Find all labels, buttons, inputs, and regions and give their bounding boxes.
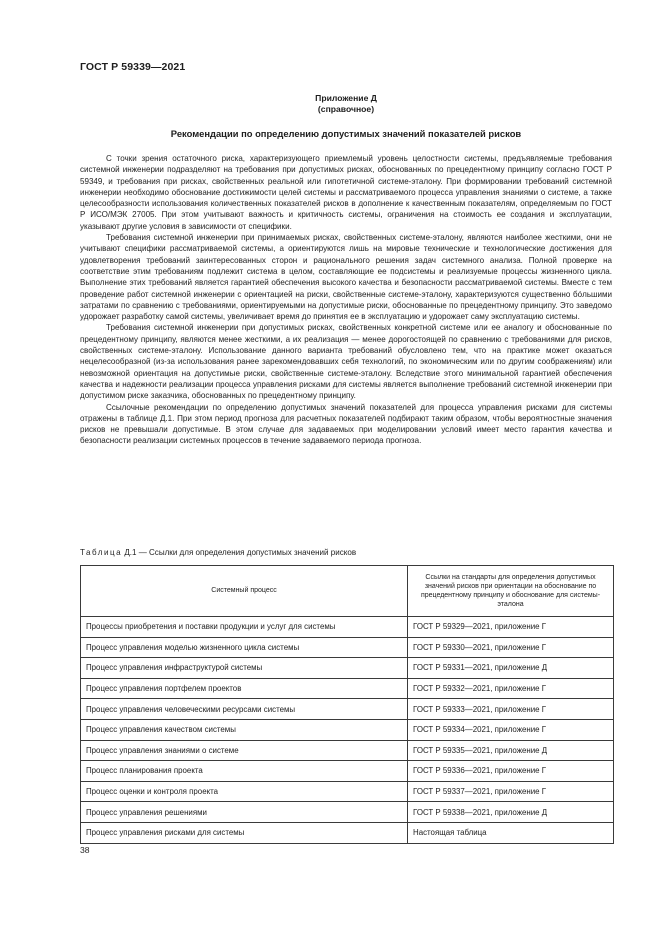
references-table: [80, 565, 614, 844]
process-cell: Процесс управления качеством системы: [81, 719, 408, 740]
table-row: [81, 781, 614, 802]
header-standard-references: Ссылки на стандарты для определения допустимых значений рисков при ориентации на обоснование по прецедентному принципу и обоснование для системы-эталона: [408, 566, 614, 617]
table-row: [81, 761, 614, 782]
process-cell: Процесс планирования проекта: [81, 761, 408, 782]
process-cell: Процесс управления рисками для системы: [81, 822, 408, 843]
reference-cell: ГОСТ Р 59334—2021, приложение Г: [408, 719, 614, 740]
process-cell: Процесс управления моделью жизненного цикла системы: [81, 637, 408, 658]
annex-title: Рекомендации по определению допустимых значений показателей рисков: [170, 128, 522, 139]
annex-heading: [80, 93, 612, 115]
paragraph: С точки зрения остаточного риска, характеризующего приемлемый уровень целостности системы, предъявляемые требования системной инженерии подразделяют на требования при допустимых рисках, обоснованных по прецедентному принципу согласно ГОСТ Р 59349, и требования при рисках, свойственных реальной или гипотетичной системе-эталону. При формировании требований системной инженерии необходимо обоснование достижимости целей системы и рассматриваемого процесса управления знаниями о системе, а также целесообразности использования количественных показателей рисков в дополнение к качественным показателям, определяемым по ГОСТ Р ИСО/МЭК 27005. При этом учитывают важность и критичность системы, ограничения на стоимость ее создания и эксплуатации, указывают другие условия в зависимости от специфики.: [80, 154, 612, 231]
reference-cell: ГОСТ Р 59335—2021, приложение Д: [408, 740, 614, 761]
header-system-process: Системный процесс: [81, 566, 408, 617]
table-caption-prefix: Таблица: [80, 548, 123, 557]
reference-cell: ГОСТ Р 59338—2021, приложение Д: [408, 802, 614, 823]
table-caption: [80, 548, 356, 557]
body-text: [80, 153, 612, 447]
table-row: [81, 658, 614, 679]
reference-cell: ГОСТ Р 59333—2021, приложение Г: [408, 699, 614, 720]
paragraph: Требования системной инженерии при принимаемых рисках, свойственных системе-эталону, являются наиболее жесткими, они не учитывают специфики рассматриваемой системы, а ориентируются лишь на мировые технические и технологические достижения для удовлетворения требований заинтересованных сторон и рационального решения задач системного анализа. Полной проверке на соответствие этим требованиям подлежит система в целом, составляющие ее подсистемы и реализуемые процессы жизненного цикла. Выполнение этих требований является гарантией обеспечения высокого качества и безопасности рассматриваемой системы. Вместе с тем проведение работ системной инженерии с ориентацией на риски, свойственные системе-эталону, характеризуются существенно бóльшими затратами по сравнению с требованиями, ориентируемыми на допустимые риски, обоснованные по прецедентному принципу. Это заведомо удорожает разработку самой системы, увеличивает время до принятия ее в эксплуатацию и удорожает саму эксплуатацию системы.: [80, 233, 612, 322]
process-cell: Процесс управления решениями: [81, 802, 408, 823]
process-cell: Процессы приобретения и поставки продукции и услуг для системы: [81, 617, 408, 638]
reference-cell: ГОСТ Р 59329—2021, приложение Г: [408, 617, 614, 638]
page-number: 38: [80, 845, 90, 855]
table-row: [81, 637, 614, 658]
table-caption-text: Д.1 — Ссылки для определения допустимых значений рисков: [124, 548, 357, 557]
reference-cell: ГОСТ Р 59330—2021, приложение Г: [408, 637, 614, 658]
process-cell: Процесс оценки и контроля проекта: [81, 781, 408, 802]
paragraph: Требования системной инженерии при допустимых рисках, свойственных конкретной системе или ее аналогу и обоснованные по прецедентному принципу, являются менее жесткими, а их реализация — менее дорогостоящей по сравнению с требованиями для рисков, свойственных системе-эталону. Использование данного варианта требований обусловлено тем, что на практике может оказаться нецелесообразной (из-за использования ранее зарекомендовавших себя технологий, по экономическим или по другим соображениям) или невозможной ориентация на допустимые риски, свойственные системе-эталону. Вследствие этого минимальной гарантией обеспечения качества и надежности реализации процесса управления рисками для системы является выполнение требований системной инженерии при допустимом риске заказчика, обоснованных по прецедентному принципу.: [80, 323, 612, 401]
table-row: [81, 617, 614, 638]
table-row: [81, 699, 614, 720]
annex-label: Приложение Д: [315, 93, 377, 103]
process-cell: Процесс управления человеческими ресурсами системы: [81, 699, 408, 720]
process-cell: Процесс управления знаниями о системе: [81, 740, 408, 761]
process-cell: Процесс управления портфелем проектов: [81, 678, 408, 699]
table-row: [81, 719, 614, 740]
reference-cell: ГОСТ Р 59336—2021, приложение Г: [408, 761, 614, 782]
reference-cell: Настоящая таблица: [408, 822, 614, 843]
document-code-header: ГОСТ Р 59339—2021: [80, 61, 186, 73]
reference-cell: ГОСТ Р 59332—2021, приложение Г: [408, 678, 614, 699]
reference-cell: ГОСТ Р 59331—2021, приложение Д: [408, 658, 614, 679]
process-cell: Процесс управления инфраструктурой системы: [81, 658, 408, 679]
table-row: [81, 678, 614, 699]
paragraph: Ссылочные рекомендации по определению допустимых значений показателей для процесса управления рисками для системы отражены в таблице Д.1. При этом период прогноза для расчетных показателей подбирают таким образом, чтобы вероятностные значения рисков не превышали допустимые. В этом случае для задаваемых при моделировании условий имеет место гарантия качества и безопасности реализации системных процессов в течение задаваемого периода прогноза.: [80, 402, 612, 446]
table-row: [81, 802, 614, 823]
table-row: [81, 822, 614, 843]
annex-kind: (справочное): [317, 104, 375, 114]
table-row: [81, 740, 614, 761]
table-header-row: [81, 566, 614, 617]
reference-cell: ГОСТ Р 59337—2021, приложение Г: [408, 781, 614, 802]
